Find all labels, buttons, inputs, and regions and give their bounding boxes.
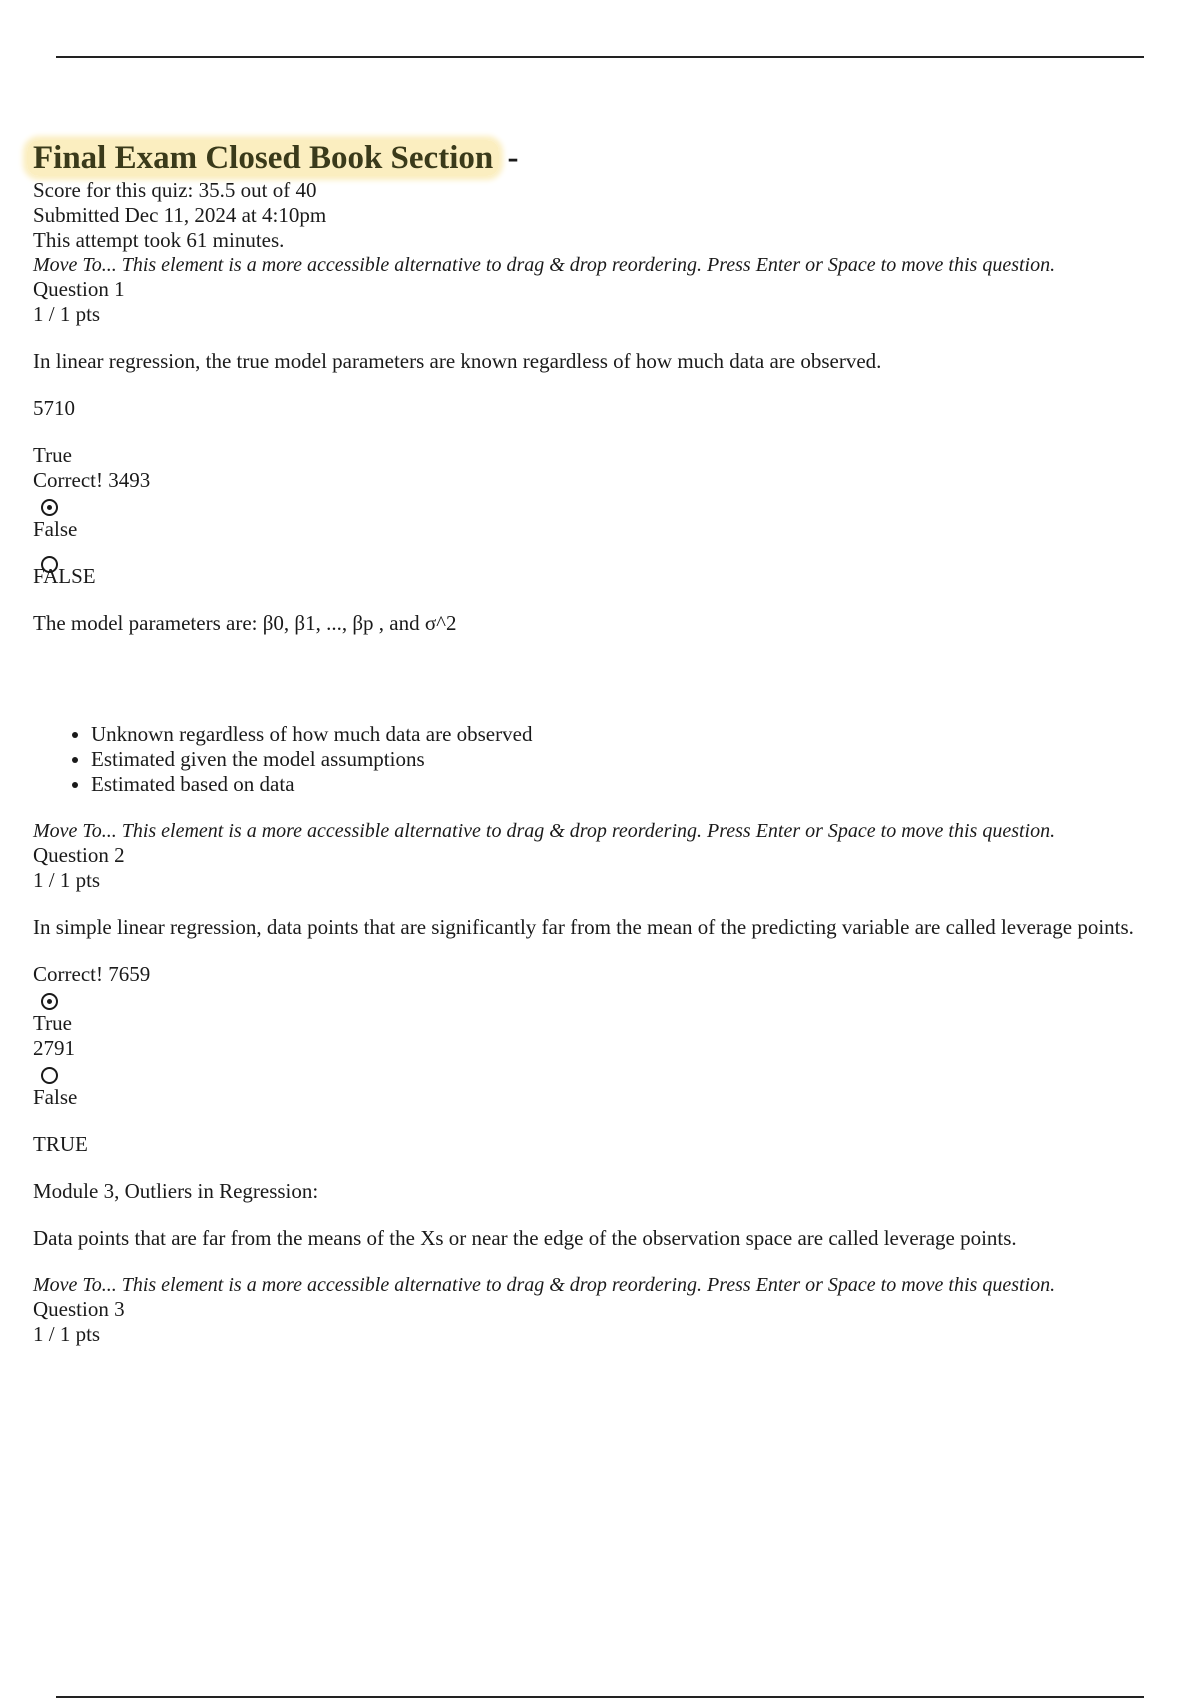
quiz-duration: This attempt took 61 minutes. xyxy=(33,228,285,252)
question-points-q3: 1 / 1 pts xyxy=(33,1322,101,1346)
move-to-link-q3[interactable]: Move To... This element is a more accessible alternative to drag & drop reordering. Press Enter or Space to move this question. xyxy=(33,1274,1056,1296)
radio-row-false-q2 xyxy=(33,1061,1163,1085)
answer-code-q2: 2791 xyxy=(33,1036,75,1060)
correct-label-q2: Correct! 7659 xyxy=(33,962,151,986)
option-label-false-q2: False xyxy=(33,1085,78,1109)
radio-row-true-q2 xyxy=(33,987,1163,1011)
move-to-link-q1[interactable]: Move To... This element is a more accessible alternative to drag & drop reordering. Press Enter or Space to move this question. xyxy=(33,254,1056,276)
move-to-link-q2[interactable]: Move To... This element is a more accessible alternative to drag & drop reordering. Press Enter or Space to move this question. xyxy=(33,820,1056,842)
question-prompt-q2: In simple linear regression, data points that are significantly far from the mean of the predicting variable are called leverage points. xyxy=(33,915,1134,939)
module-reference-q2: Module 3, Outliers in Regression: xyxy=(33,1179,319,1203)
option-label-true-q1: True xyxy=(33,443,72,467)
quiz-page xyxy=(33,138,1163,1347)
option-label-false-q1: False xyxy=(33,517,78,541)
question-points-q1: 1 / 1 pts xyxy=(33,302,101,326)
quiz-submitted: Submitted Dec 11, 2024 at 4:10pm xyxy=(33,203,327,227)
answer-row-q1 xyxy=(33,564,1163,589)
explanation-bullets-q1 xyxy=(33,722,1163,797)
answer-text-q1: FALSE xyxy=(33,564,96,588)
option-label-true-q2: True xyxy=(33,1011,72,1035)
radio-false-q1[interactable] xyxy=(41,556,58,573)
quiz-title: Final Exam Closed Book Section xyxy=(27,140,499,176)
correct-row-q1 xyxy=(33,468,1163,493)
list-item: • Unknown regardless of how much data are observed xyxy=(91,722,1163,747)
radio-false-q2[interactable] xyxy=(41,1067,58,1084)
list-item: • Estimated based on data xyxy=(91,772,1163,797)
top-rule xyxy=(56,56,1144,58)
list-item: • Estimated given the model assumptions xyxy=(91,747,1163,772)
radio-true-selected-q2[interactable] xyxy=(41,993,58,1010)
answer-text-q2: TRUE xyxy=(33,1132,88,1156)
question-number-q3: Question 3 xyxy=(33,1297,125,1321)
question-number-q1: Question 1 xyxy=(33,277,125,301)
explanation-q2: Data points that are far from the means of the Xs or near the edge of the observation space are called leverage points. xyxy=(33,1226,1017,1250)
quiz-title-row xyxy=(33,138,1163,178)
radio-row-true-q1 xyxy=(33,493,1163,517)
quiz-score: Score for this quiz: 35.5 out of 40 xyxy=(33,178,317,202)
bottom-rule xyxy=(56,1696,1144,1698)
question-prompt-q1: In linear regression, the true model parameters are known regardless of how much data are observed. xyxy=(33,349,882,373)
radio-true-selected-q1[interactable] xyxy=(41,499,58,516)
correct-label-q1: Correct! 3493 xyxy=(33,468,151,492)
answer-code-q1: 5710 xyxy=(33,396,75,420)
explanation-q1: The model parameters are: β0, β1, ..., βp , and σ^2 xyxy=(33,611,457,635)
question-points-q2: 1 / 1 pts xyxy=(33,868,101,892)
quiz-title-suffix: - xyxy=(507,140,519,176)
question-number-q2: Question 2 xyxy=(33,843,125,867)
